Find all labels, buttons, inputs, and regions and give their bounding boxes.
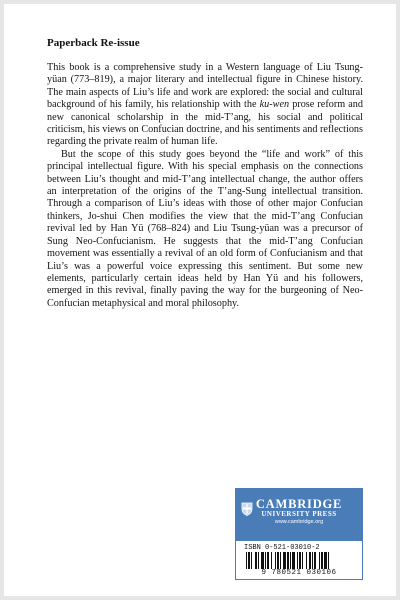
blurb-paragraph-1 (47, 62, 363, 149)
barcode-box (235, 540, 363, 580)
back-cover (4, 4, 396, 596)
barcode-icon (246, 552, 354, 569)
publisher-logo-block (235, 488, 363, 540)
blurb-paragraph-1-part-a: This book is a comprehensive study in a Western language of Liu Tsung-yüan (773–819), a major literary and intellectual figure in Chinese history. The main aspects of Liu’s life and work are explored: the social and cultural background of his family, his relationship with the (47, 62, 363, 111)
reissue-heading: Paperback Re-issue (47, 37, 140, 49)
publisher-subname: UNIVERSITY PRESS (261, 510, 337, 518)
blurb-paragraph-1-part-b: prose reform and new canonical scholarship in the mid-T’ang, his social and political criticism, his views on Confucian doctrine, and his sentiments and reflections regarding the private realm of human life. (47, 99, 363, 148)
cambridge-crest-icon (241, 502, 253, 516)
publisher-url[interactable]: www.cambridge.org (274, 519, 324, 525)
isbn-label: ISBN 0-521-03010-2 (244, 544, 320, 552)
barcode-digits: 9 780521 030106 (261, 569, 337, 577)
blurb (47, 62, 363, 310)
ku-wen-term: ku-wen (259, 99, 290, 111)
publisher-name: CAMBRIDGE (255, 497, 343, 511)
blurb-paragraph-2: But the scope of this study goes beyond the “life and work” of this principal intellectual figure. With his special emphasis on the connections between Liu’s thought and mid-T’ang intellectual change, the author offers an interpretation of the origins of the T’ang-Sung intellectual transition. Through a comparison of Liu’s ideas with those of other major Confucian thinkers, Jo-shui Chen modifies the view that the mid-T’ang Confucian revival led by Han Yü (768–824) and Liu Tsung-yüan was a precursor of Sung Neo-Confucianism. He suggests that the mid-T’ang Confucian movement was essentially a revival of an old form of Confucianism and that Liu’s was a powerful voice expressing this sentiment. But some new elements, particularly certain ideas held by Han Yü and his followers, emerged in this revival, finally paving the way for the burgeoning of Neo-Confucian metaphysical and moral philosophy. (47, 148, 363, 309)
